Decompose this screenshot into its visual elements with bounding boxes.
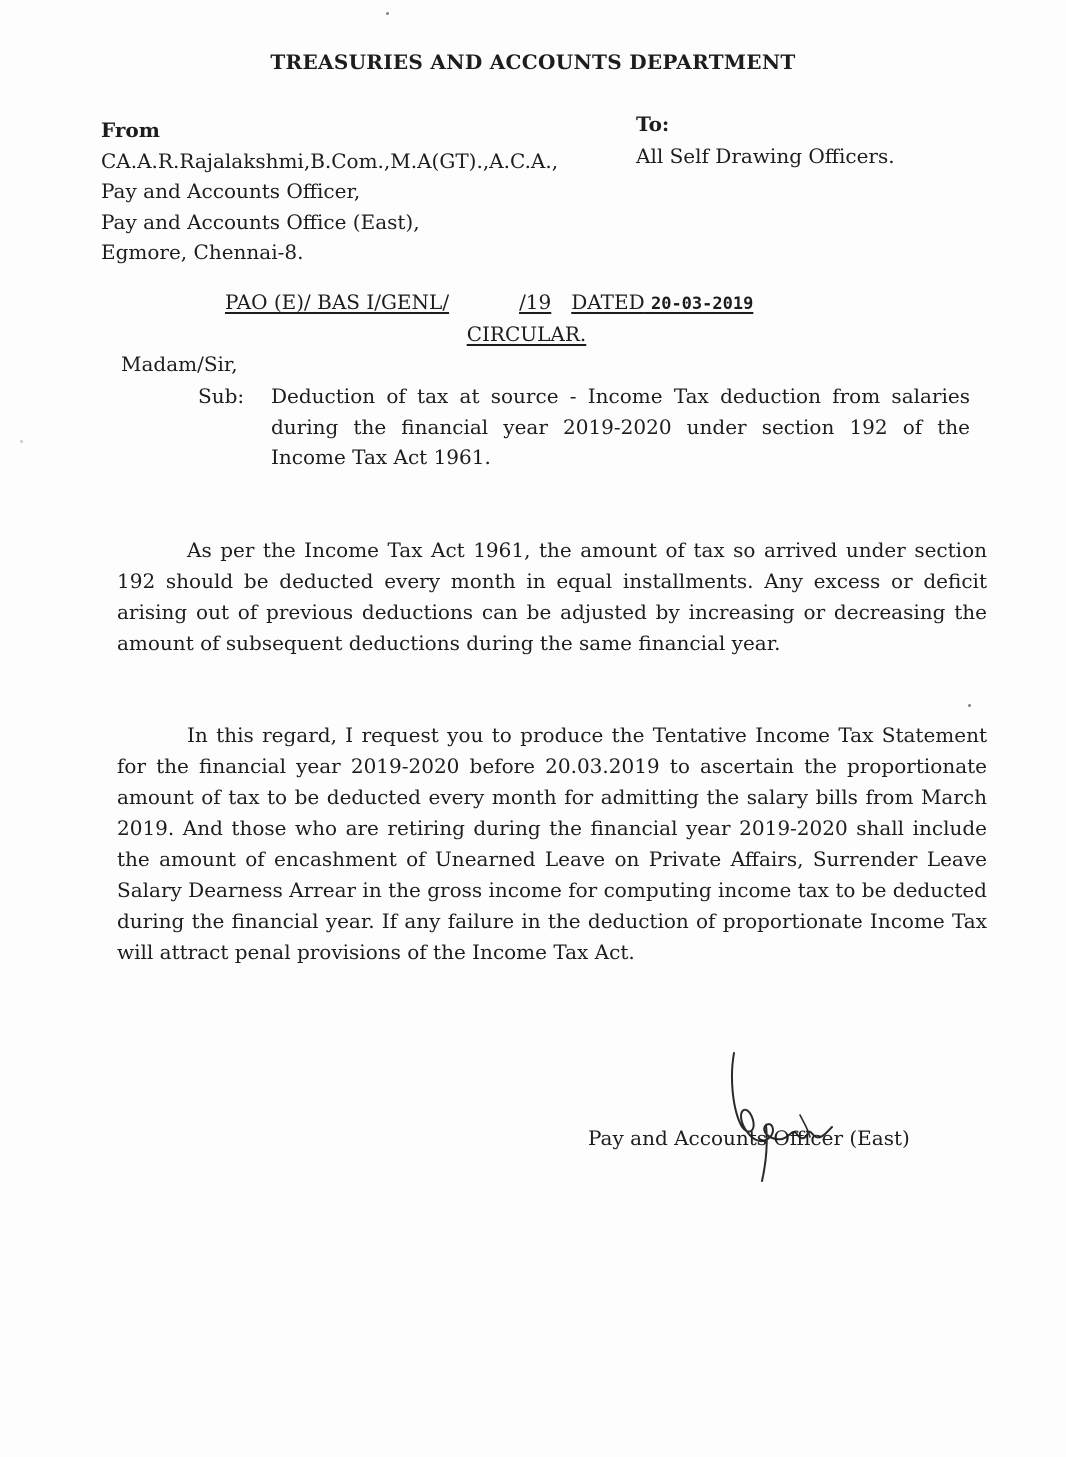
reference-date: 20-03-2019 [650, 294, 754, 314]
to-label: To: [636, 112, 670, 136]
subject-block [198, 381, 970, 473]
reference-number-prefix: PAO (E)/ BAS I/GENL/ [225, 290, 450, 314]
scan-speck [968, 704, 971, 707]
body-paragraph-1: As per the Income Tax Act 1961, the amount of tax so arrived under section 192 should be deducted every month in equal installments. Any excess or deficit arising out of previous deductions can be adjusted by increasing or decreasing the amount of subsequent deductions during the same financial year. [117, 538, 987, 655]
sender-designation: Pay and Accounts Officer, [101, 179, 361, 203]
sender-block [101, 115, 621, 268]
subject-label: Sub: [198, 384, 245, 408]
body-paragraph-2: In this regard, I request you to produce the Tentative Income Tax Statement for the financial year 2019-2020 before 20.03.2019 to ascertain the proportionate amount of tax to be deducted every month for admitting the salary bills from March 2019. And those who are retiring during the financial year 2019-2020 shall include the amount of encashment of Unearned Leave on Private Affairs, Surrender Leave Salary Dearness Arrear in the gross income for computing income tax to be deducted during the financial year. If any failure in the deduction of proportionate Income Tax will attract penal provisions of the Income Tax Act. [117, 723, 987, 964]
subject-text: Deduction of tax at source - Income Tax deduction from salaries during the financial year 2019-2020 under section 192 of the Income Tax Act 1961. [271, 384, 970, 469]
sender-office: Pay and Accounts Office (East), [101, 209, 420, 234]
reference-number-suffix: /19 [519, 290, 552, 314]
scan-speck [20, 440, 23, 443]
handwritten-signature [700, 1045, 870, 1185]
signatory-title: Pay and Accounts Officer (East) [588, 1126, 910, 1150]
from-label: From [101, 118, 160, 142]
recipient-block [636, 108, 1016, 172]
dated-label: DATED [571, 290, 645, 314]
sender-name: CA.A.R.Rajalakshmi,B.Com.,M.A(GT).,A.C.A., [101, 148, 559, 173]
reference-line [225, 290, 753, 314]
salutation: Madam/Sir, [121, 352, 238, 376]
department-header: TREASURIES AND ACCOUNTS DEPARTMENT [270, 50, 796, 74]
document-type-title: CIRCULAR. [466, 322, 587, 346]
scan-speck [386, 12, 389, 15]
recipient-name: All Self Drawing Officers. [636, 144, 895, 168]
sender-address: Egmore, Chennai-8. [101, 240, 304, 264]
